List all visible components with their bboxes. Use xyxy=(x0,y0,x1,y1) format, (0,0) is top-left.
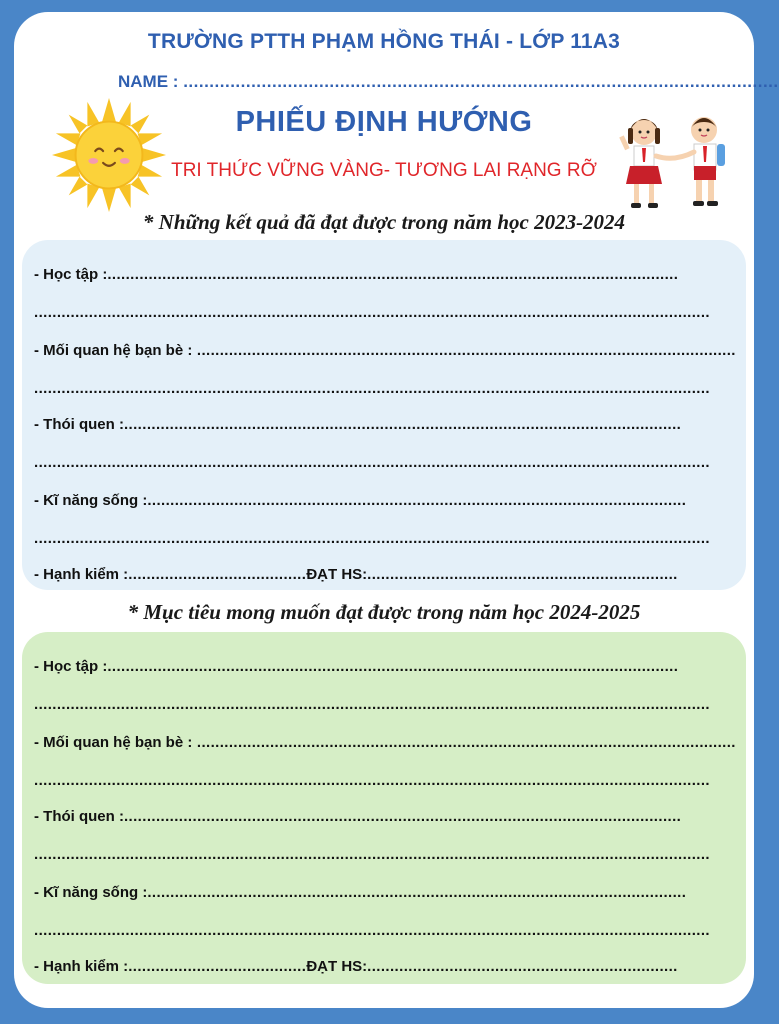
field-label: - Học tập : xyxy=(34,266,108,283)
name-field[interactable]: NAME : .................................................................................................................. xyxy=(118,72,779,91)
moi-quan-he-field[interactable]: - Mối quan hệ bạn bè : ...................................................................................................................... xyxy=(34,734,736,751)
results-panel-2023-2024 xyxy=(22,240,746,590)
dat-hs-label: ĐẠT HS: xyxy=(306,566,368,583)
section-heading-2024-2025: * Mục tiêu mong muốn đạt được trong năm học 2024-2025 xyxy=(127,600,641,624)
ki-nang-song-field[interactable]: - Kĩ năng sống :...................................................................................................................... xyxy=(34,492,687,509)
thoi-quen-field[interactable]: - Thói quen :.......................................................................................................................... xyxy=(34,808,682,825)
hanh-kiem-field[interactable]: - Hạnh kiểm :.......................................ĐẠT HS:.................................................................... xyxy=(34,958,678,975)
field-label: - Hạnh kiểm : xyxy=(34,958,129,975)
students-illustration xyxy=(612,106,742,216)
school-header: TRƯỜNG PTTH PHẠM HỒNG THÁI - LỚP 11A3 xyxy=(147,30,621,53)
sun-icon xyxy=(50,96,168,214)
ki-nang-song-line-2[interactable]: .................................................................................................................................................... xyxy=(34,922,710,939)
name-label: NAME : xyxy=(118,72,179,91)
hoc-tap-line-2[interactable]: .................................................................................................................................................... xyxy=(34,696,710,713)
hoc-tap-field[interactable]: - Học tập :............................................................................................................................. xyxy=(34,658,679,675)
worksheet xyxy=(14,12,779,1008)
hoc-tap-field[interactable]: - Học tập :............................................................................................................................. xyxy=(34,266,679,283)
slogan: TRI THỨC VỮNG VÀNG- TƯƠNG LAI RẠNG RỠ xyxy=(171,160,597,181)
ki-nang-song-field[interactable]: - Kĩ năng sống :...................................................................................................................... xyxy=(34,884,687,901)
thoi-quen-line-2[interactable]: .................................................................................................................................................... xyxy=(34,846,710,863)
thoi-quen-field[interactable]: - Thói quen :.......................................................................................................................... xyxy=(34,416,682,433)
field-label: - Mối quan hệ bạn bè : xyxy=(34,342,193,359)
page-title: PHIẾU ĐỊNH HƯỚNG xyxy=(235,106,533,138)
thoi-quen-line-2[interactable]: .................................................................................................................................................... xyxy=(34,454,710,471)
field-label: - Kĩ năng sống : xyxy=(34,884,148,901)
field-label: - Hạnh kiểm : xyxy=(34,566,129,583)
field-label: - Mối quan hệ bạn bè : xyxy=(34,734,193,751)
hoc-tap-line-2[interactable]: .................................................................................................................................................... xyxy=(34,304,710,321)
moi-quan-he-line-2[interactable]: .................................................................................................................................................... xyxy=(34,380,710,397)
field-label: - Thói quen : xyxy=(34,808,124,825)
field-label: - Thói quen : xyxy=(34,416,124,433)
field-label: - Kĩ năng sống : xyxy=(34,492,148,509)
ki-nang-song-line-2[interactable]: .................................................................................................................................................... xyxy=(34,530,710,547)
moi-quan-he-field[interactable]: - Mối quan hệ bạn bè : ...................................................................................................................... xyxy=(34,342,736,359)
section-heading-2023-2024: * Những kết quả đã đạt được trong năm học 2023-2024 xyxy=(142,210,626,234)
dat-hs-label: ĐẠT HS: xyxy=(306,958,368,975)
field-label: - Học tập : xyxy=(34,658,108,675)
hanh-kiem-field[interactable]: - Hạnh kiểm :.......................................ĐẠT HS:.................................................................... xyxy=(34,566,678,583)
moi-quan-he-line-2[interactable]: .................................................................................................................................................... xyxy=(34,772,710,789)
goals-panel-2024-2025 xyxy=(22,632,746,984)
